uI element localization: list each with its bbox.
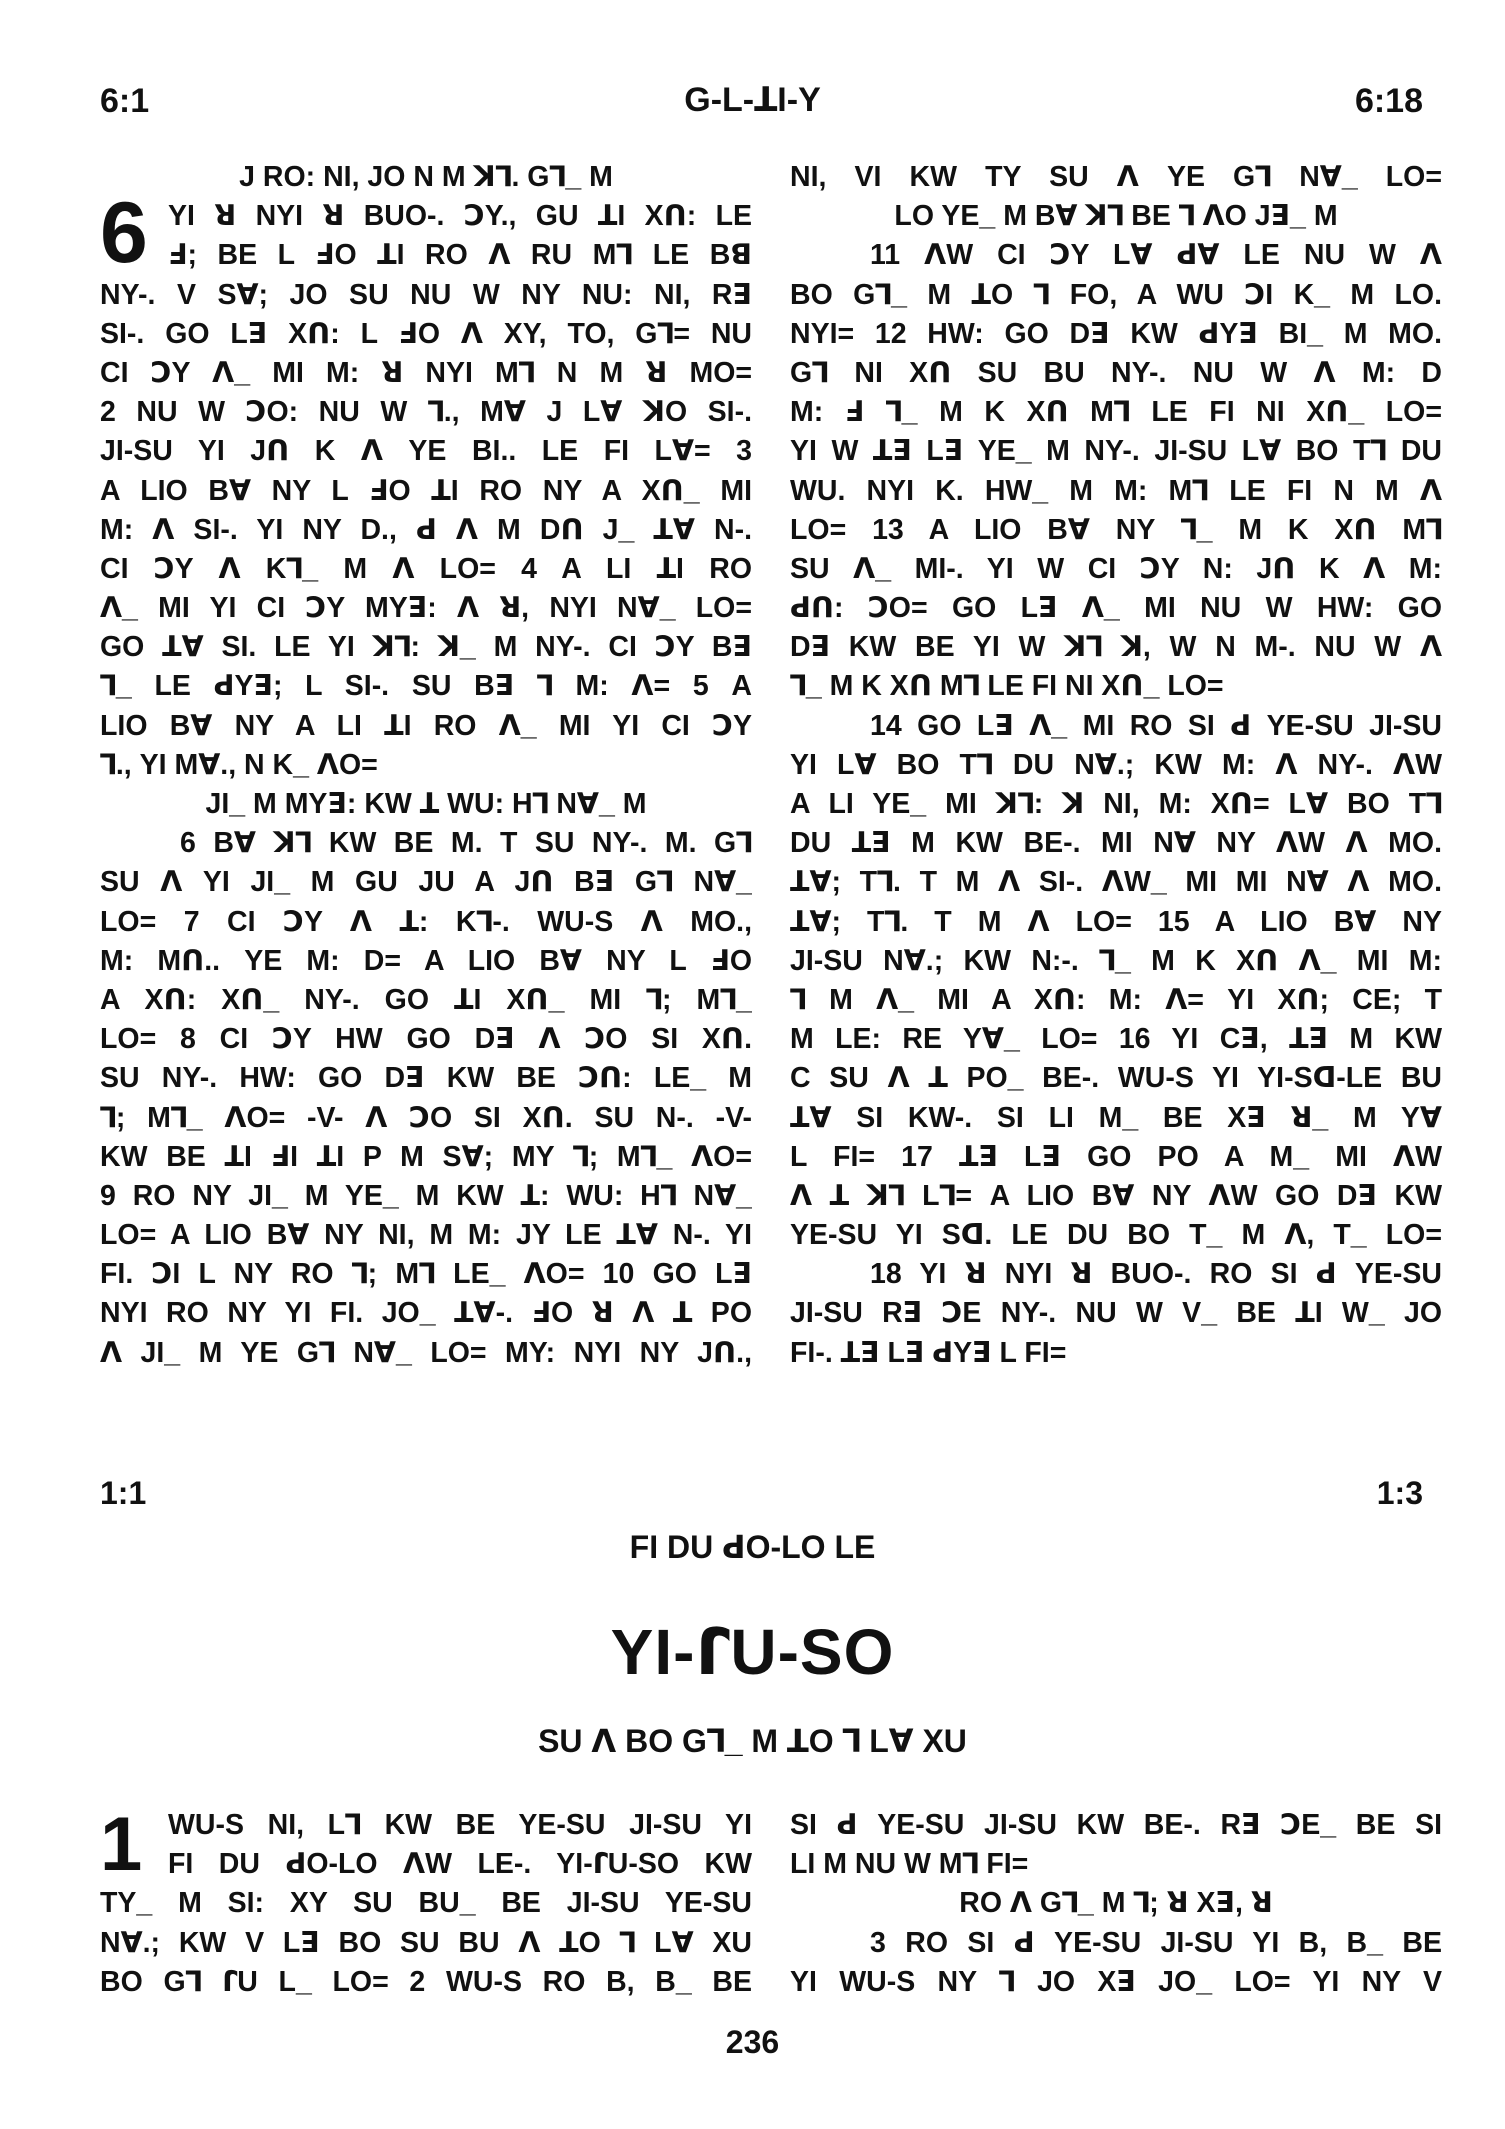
section-heading: J RO: NI, JO N M ꓘꓶ. Gꓶ_ M bbox=[239, 161, 613, 193]
text-line: ꓞ; BE L ꓞO ꓕI RO ꓥ RU Mꓶ LE Bꓭ bbox=[168, 239, 752, 272]
chapter-verse-ref-left: 1:1 bbox=[100, 1475, 147, 1511]
text-line: ꓥ JI_ M YE Gꓶ Nꓯ_ LO= MY: NYI NY Jꓵ., bbox=[100, 1336, 752, 1369]
text-line: BO Gꓶ_ M ꓕO ꓶ FO, A WU ꓛI K_ M LO. bbox=[790, 278, 1442, 311]
text-line: GO ꓕꓯ SI. LE YI ꓘꓶ: ꓘ_ M NY-. CI ꓛY Bꓱ bbox=[100, 631, 752, 664]
text-line: 9 RO NY JI_ M YE_ M KW ꓕ: WU: Hꓶ Nꓯ_ bbox=[100, 1179, 752, 1212]
text-line: ꓕꓯ SI KW-. SI LI M_ BE Xꓱ ꓤ_ M Yꓯ bbox=[790, 1101, 1442, 1134]
chapter-number-dropcap: 1 bbox=[100, 1802, 143, 1887]
text-line: M: ꓥ SI-. YI NY D., ꓒ ꓥ M Dꓵ J_ ꓕꓯ N-. bbox=[100, 513, 752, 546]
text-line: LI M NU W Mꓶ FI= bbox=[790, 1848, 1029, 1881]
text-line: FI. ꓛI L NY RO ꓶ; Mꓶ LE_ ꓥO= 10 GO Lꓱ bbox=[100, 1258, 752, 1291]
text-line: 18 YI ꓤ NYI ꓤ BUO-. RO SI ꓒ YE-SU bbox=[870, 1258, 1442, 1291]
text-line: KW BE ꓕI ꓞI ꓕI P M Sꓯ; MY ꓶ; Mꓶ_ ꓥO= bbox=[100, 1140, 752, 1173]
text-line: Gꓶ NI Xꓵ SU BU NY-. NU W ꓥ M: D bbox=[790, 356, 1442, 389]
text-line: JI-SU Nꓯ.; KW N:-. ꓶ_ M K Xꓵ ꓥ_ MI M: bbox=[790, 944, 1442, 977]
text-line: YI W ꓕꓱ Lꓱ YE_ M NY-. JI-SU Lꓯ BO Tꓶ DU bbox=[790, 435, 1442, 468]
text-line: SI ꓒ YE-SU JI-SU KW BE-. Rꓱ ꓛE_ BE SI bbox=[790, 1809, 1442, 1841]
chapter-verse-ref-right: 6:18 bbox=[1354, 82, 1423, 120]
text-line: JI-SU YI Jꓵ K ꓥ YE BI.. LE FI Lꓯ= 3 bbox=[100, 435, 752, 468]
text-line: FI DU ꓒO-LO ꓥW LE-. YI-ꓩU-SO KW bbox=[168, 1848, 752, 1881]
text-line: A Xꓵ: Xꓵ_ NY-. GO ꓕI Xꓵ_ MI ꓶ; Mꓶ_ bbox=[100, 983, 752, 1016]
book-supertitle: FI DU ꓒO-LO LE bbox=[629, 1529, 876, 1565]
text-line: ꓶ_ LE ꓒYꓱ; L SI-. SU Bꓱ ꓶ M: ꓥ= 5 A bbox=[100, 670, 752, 703]
chapter-number-dropcap: 6 bbox=[100, 185, 148, 281]
book-title: YI-ꓩU-SO bbox=[610, 1616, 895, 1688]
text-column-right bbox=[790, 158, 1442, 1373]
book-subtitle: SU ꓥ BO Gꓶ_ M ꓕO ꓶ Lꓯ XU bbox=[538, 1723, 967, 1759]
text-line: WU. NYI K. HW_ M M: Mꓶ LE FI N M ꓥ bbox=[790, 474, 1442, 507]
text-line: YE-SU YI Sꓷ. LE DU BO T_ M ꓥ, T_ LO= bbox=[790, 1219, 1442, 1252]
text-line: ꓶ_ M K Xꓵ Mꓶ LE FI NI Xꓵ_ LO= bbox=[790, 670, 1224, 703]
text-line: YI WU-S NY ꓶ JO Xꓱ JO_ LO= YI NY V bbox=[790, 1965, 1442, 1998]
text-line: DU ꓕꓱ M KW BE-. MI Nꓯ NY ꓥW ꓥ MO. bbox=[790, 827, 1442, 860]
text-line: LO= 7 CI ꓛY ꓥ ꓕ: Kꓶ-. WU-S ꓥ MO., bbox=[100, 905, 752, 938]
text-line: C SU ꓥ ꓕ PO_ BE-. WU-S YI YI-Sꓷ-LE BU bbox=[790, 1062, 1442, 1095]
text-line: SU ꓥ YI JI_ M GU JU A Jꓵ Bꓱ Gꓶ Nꓯ_ bbox=[100, 866, 752, 899]
text-line: ꓕꓯ; Tꓶ. T M ꓥ LO= 15 A LIO Bꓯ NY bbox=[790, 905, 1442, 938]
text-line: 6 Bꓯ ꓘꓶ KW BE M. T SU NY-. M. Gꓶ bbox=[180, 827, 752, 860]
chapter-verse-ref-right: 1:3 bbox=[1376, 1475, 1423, 1511]
text-line: ꓶ; Mꓶ_ ꓥO= -V- ꓥ ꓛO SI Xꓵ. SU N-. -V- bbox=[100, 1101, 752, 1134]
text-line: 14 GO Lꓱ ꓥ_ MI RO SI ꓒ YE-SU JI-SU bbox=[870, 709, 1442, 742]
text-line: A LIO Bꓯ NY L ꓞO ꓕI RO NY A Xꓵ_ MI bbox=[100, 474, 752, 507]
text-line: LIO Bꓯ NY A LI ꓕI RO ꓥ_ MI YI CI ꓛY bbox=[100, 709, 752, 742]
text-line: ꓕꓯ; Tꓶ. T M ꓥ SI-. ꓥW_ MI MI Nꓯ ꓥ MO. bbox=[790, 866, 1442, 899]
text-line: 11 ꓥW CI ꓛY Lꓯ ꓒꓯ LE NU W ꓥ bbox=[870, 239, 1442, 272]
text-line: ꓶ., YI Mꓯ., N K_ ꓥO= bbox=[100, 748, 378, 781]
text-line: WU-S NI, Lꓶ KW BE YE-SU JI-SU YI bbox=[168, 1809, 752, 1841]
text-line: FI-. ꓕꓱ Lꓱ ꓒYꓱ L FI= bbox=[790, 1336, 1067, 1369]
page-number: 236 bbox=[725, 2024, 780, 2060]
text-line: SI-. GO Lꓱ Xꓵ: L ꓞO ꓥ XY, TO, Gꓶ= NU bbox=[100, 317, 752, 350]
text-line: YI ꓤ NYI ꓤ BUO-. ꓛY., GU ꓕI Xꓵ: LE bbox=[168, 200, 752, 233]
text-line: M: ꓞ ꓶ_ M K Xꓵ Mꓶ LE FI NI Xꓵ_ LO= bbox=[790, 396, 1442, 429]
text-line: CI ꓛY ꓥ_ MI M: ꓤ NYI Mꓶ N M ꓤ MO= bbox=[100, 356, 752, 389]
text-line: NI, VI KW TY SU ꓥ YE Gꓶ Nꓯ_ LO= bbox=[790, 161, 1442, 193]
text-line: LO= 8 CI ꓛY HW GO Dꓱ ꓥ ꓛO SI Xꓵ. bbox=[100, 1023, 752, 1056]
text-line: CI ꓛY ꓥ Kꓶ_ M ꓥ LO= 4 A LI ꓕI RO bbox=[100, 552, 752, 585]
text-line: 3 RO SI ꓒ YE-SU JI-SU YI B, B_ BE bbox=[870, 1926, 1442, 1959]
text-line: LO= A LIO Bꓯ NY NI, M M: JY LE ꓕꓯ N-. YI bbox=[100, 1219, 752, 1252]
text-line: BO Gꓶ ꓩU L_ LO= 2 WU-S RO B, B_ BE bbox=[100, 1965, 752, 1998]
text-line: ꓥ_ MI YI CI ꓛY MYꓱ: ꓥ ꓤ, NYI Nꓯ_ LO= bbox=[100, 592, 752, 625]
text-line: NYI RO NY YI FI. JO_ ꓕꓯ-. ꓞO ꓤ ꓥ ꓕ PO bbox=[100, 1297, 752, 1330]
text-line: L FI= 17 ꓕꓱ Lꓱ GO PO A M_ MI ꓥW bbox=[790, 1140, 1442, 1173]
text-line: A LI YE_ MI ꓘꓶ: ꓘ NI, M: Xꓵ= Lꓯ BO Tꓶ bbox=[790, 788, 1442, 820]
text-line: NY-. V Sꓯ; JO SU NU W NY NU: NI, Rꓱ bbox=[100, 278, 752, 311]
text-line: M LE: RE Yꓯ_ LO= 16 YI Cꓱ, ꓕꓱ M KW bbox=[790, 1023, 1442, 1056]
running-header-book: G-L-ꓕI-Y bbox=[684, 81, 821, 119]
text-line: TY_ M SI: XY SU BU_ BE JI-SU YE-SU bbox=[100, 1887, 752, 1920]
text-line: M: Mꓵ.. YE M: D= A LIO Bꓯ NY L ꓞO bbox=[100, 944, 752, 977]
text-column-right bbox=[790, 1806, 1442, 2002]
text-column-left bbox=[100, 1802, 752, 2002]
text-line: 2 NU W ꓛO: NU W ꓶ., Mꓯ J Lꓯ ꓘO SI-. bbox=[100, 396, 752, 429]
section-heading: LO YE_ M Bꓯ ꓘꓶ BE ꓶ ꓥO Jꓱ_ M bbox=[894, 200, 1338, 233]
text-line: SU NY-. HW: GO Dꓱ KW BE ꓛꓵ: LE_ M bbox=[100, 1062, 752, 1095]
chapter-verse-ref-left: 6:1 bbox=[100, 82, 150, 120]
text-line: YI Lꓯ BO Tꓶ DU Nꓯ.; KW M: ꓥ NY-. ꓥW bbox=[790, 748, 1442, 781]
text-line: LO= 13 A LIO Bꓯ NY ꓶ_ M K Xꓵ Mꓶ bbox=[790, 513, 1442, 546]
text-line: ꓒꓵ: ꓛO= GO Lꓱ ꓥ_ MI NU W HW: GO bbox=[790, 592, 1442, 625]
text-line: Nꓯ.; KW V Lꓱ BO SU BU ꓥ ꓕO ꓶ Lꓯ XU bbox=[100, 1926, 752, 1959]
text-column-left bbox=[100, 158, 752, 1373]
section-heading: JI_ M MYꓱ: KW ꓕ WU: Hꓶ Nꓯ_ M bbox=[205, 788, 647, 820]
text-line: SU ꓥ_ MI-. YI W CI ꓛY N: Jꓵ K ꓥ M: bbox=[790, 552, 1442, 585]
text-line: JI-SU Rꓱ ꓛE NY-. NU W V_ BE ꓕI W_ JO bbox=[790, 1297, 1442, 1330]
text-line: NYI= 12 HW: GO Dꓱ KW ꓒYꓱ BI_ M MO. bbox=[790, 317, 1442, 350]
section-heading: RO ꓥ Gꓶ_ M ꓶ; ꓤ Xꓱ, ꓤ bbox=[959, 1887, 1273, 1920]
text-line: ꓥ ꓕ ꓘꓶ Lꓶ= A LIO Bꓯ NY ꓥW GO Dꓱ KW bbox=[790, 1179, 1442, 1212]
text-line: ꓶ M ꓥ_ MI A Xꓵ: M: ꓥ= YI Xꓵ; CE; T bbox=[790, 983, 1442, 1016]
text-line: Dꓱ KW BE YI W ꓘꓶ ꓘ, W N M-. NU W ꓥ bbox=[790, 631, 1442, 664]
